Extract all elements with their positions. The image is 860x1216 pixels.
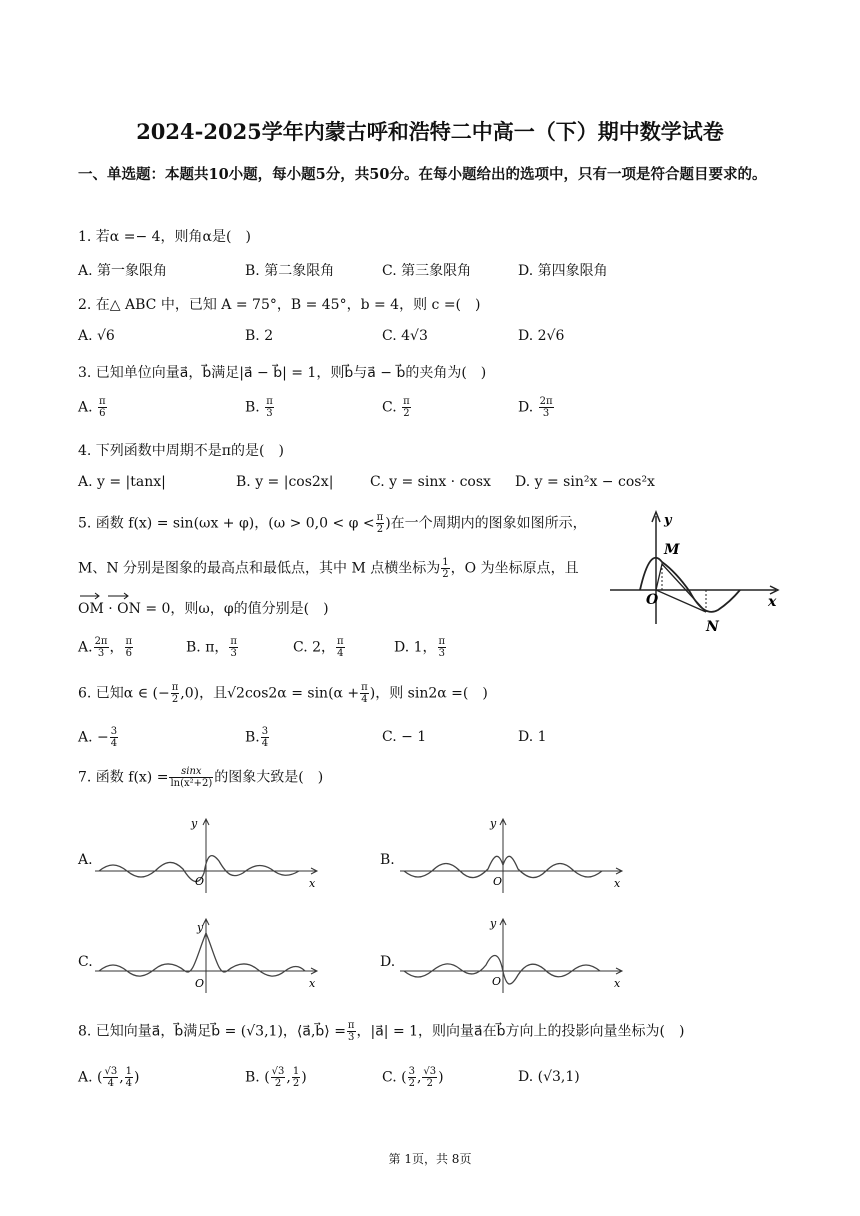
q7-graph-c [95, 915, 325, 995]
svg-text:x: x [614, 877, 621, 890]
svg-text:x: x [309, 977, 316, 990]
q4-option-d: D. y = sin²x − cos²x [515, 474, 655, 490]
q7-option-b: B. [380, 852, 395, 868]
svg-text:O: O [492, 975, 502, 988]
svg-text:O: O [195, 977, 205, 990]
q1-option-b: B. 第二象限角 [245, 263, 335, 279]
q3-option-b: B. $\frac{\pi}{3}$ [245, 396, 273, 419]
q4-option-b: B. y = |cos2x| [236, 474, 334, 490]
page-footer: 第 1页，共 8页 [388, 1152, 472, 1166]
q4-option-a: A. y = |tanx| [78, 474, 166, 490]
svg-text:N: N [706, 619, 719, 635]
q5-option-d: D. 1， $\frac{\pi}{3}$ [394, 636, 446, 659]
q6-option-b: B. $\frac{3}{4}$ [245, 726, 269, 749]
q2-option-a: A. √6 [78, 328, 115, 344]
svg-text:x: x [768, 594, 777, 610]
question-5-line2: M、N 分别是图象的最高点和最低点，其中 M 点横坐标为 $\frac{1}{2}$ ，O 为坐标原点，且 [78, 557, 579, 580]
vector-arrows [80, 592, 150, 600]
question-5-line1: 5. 函数 f(x) = sin(ωx + φ)，(ω > 0,0 < φ < $\frac{\pi}{2}$ )在一个周期内的图象如图所示， [78, 512, 587, 535]
svg-text:x: x [309, 877, 316, 890]
q2-option-d: D. 2√6 [518, 328, 565, 344]
q7-graph-b [400, 815, 630, 895]
question-1-stem: 1. 若α =− 4，则角α是( ) [78, 229, 251, 245]
question-7-stem: 7. 函数 f(x) = $\frac{\sin x}{\text{ln(x²+2)}}$ 的图象大致是( ) [78, 766, 324, 789]
section-heading: 一、单选题：本题共10小题，每小题5分，共50分。在每小题给出的选项中，只有一项是符合题目要求的。 [78, 166, 767, 183]
svg-text:O: O [493, 875, 503, 888]
question-6-stem: 6. 已知α ∈ (− $\frac{\pi}{2}$ ,0)，且√2cos2α = sin(α + $\frac{\pi}{4}$ )，则 sin2α =( ) [78, 682, 488, 705]
svg-text:y: y [191, 817, 198, 830]
q4-option-c: C. y = sinx · cosx [370, 474, 491, 490]
q6-option-c: C. − 1 [382, 729, 427, 745]
question-8-stem: 8. 已知向量a⃗，b⃗满足b⃗ = (√3,1)，⟨a⃗,b⃗⟩ = $\frac{\pi}{3}$ ，|a⃗| = 1，则向量a⃗在b⃗方向上的投影向量坐标为( ) [78, 1020, 685, 1043]
q8-option-d: D. (√3,1) [518, 1069, 580, 1085]
svg-text:y: y [490, 817, 497, 830]
q5-option-c: C. 2， $\frac{\pi}{4}$ [293, 636, 344, 659]
q2-option-b: B. 2 [245, 328, 274, 344]
svg-text:x: x [614, 977, 621, 990]
question-4-stem: 4. 下列函数中周期不是π的是( ) [78, 443, 284, 459]
q7-option-c: C. [78, 954, 93, 970]
q3-option-d: D. $\frac{2\pi}{3}$ [518, 396, 553, 419]
q5-option-b: B. π， $\frac{\pi}{3}$ [186, 636, 237, 659]
q8-option-a: A. ( $\frac{√3}{4}$ , $\frac{1}{4}$ ) [78, 1066, 140, 1089]
q7-option-d: D. [380, 954, 396, 970]
q8-option-c: C. ( $\frac{3}{2}$ , $\frac{√3}{2}$ ) [382, 1066, 444, 1089]
q1-option-d: D. 第四象限角 [518, 263, 608, 279]
q6-option-a: A. − $\frac{3}{4}$ [78, 726, 118, 749]
q3-option-a: A. $\frac{\pi}{6}$ [78, 396, 106, 419]
q6-option-d: D. 1 [518, 729, 547, 745]
svg-text:y: y [664, 513, 672, 528]
q7-option-a: A. [78, 852, 93, 868]
q7-graph-d [400, 915, 630, 995]
svg-text:y: y [490, 917, 497, 930]
q2-option-c: C. 4√3 [382, 328, 428, 344]
question-2-stem: 2. 在△ ABC 中，已知 A = 75°，B = 45°，b = 4，则 c =( ) [78, 297, 481, 313]
q8-option-b: B. ( $\frac{√3}{2}$ , $\frac{1}{2}$ ) [245, 1066, 307, 1089]
svg-text:O: O [646, 592, 659, 608]
svg-text:M: M [664, 542, 680, 558]
q3-option-c: C. $\frac{\pi}{2}$ [382, 396, 410, 419]
q1-option-a: A. 第一象限角 [78, 263, 168, 279]
q7-graph-a [95, 815, 325, 895]
question-5-line3: OM · ON = 0，则ω，φ的值分别是( ) [78, 601, 329, 617]
question-3-stem: 3. 已知单位向量a⃗，b⃗满足|a⃗ − b⃗| = 1，则b⃗与a⃗ − b⃗的夹角为( ) [78, 365, 487, 381]
q5-graph-figure [606, 506, 786, 636]
page-title: 2024-2025学年内蒙古呼和浩特二中高一（下）期中数学试卷 [136, 119, 724, 144]
q5-option-a: A. $\frac{2\pi}{3}$ ， $\frac{\pi}{6}$ [78, 636, 133, 659]
svg-text:O: O [195, 875, 205, 888]
q1-option-c: C. 第三象限角 [382, 263, 472, 279]
svg-text:y: y [197, 921, 204, 934]
